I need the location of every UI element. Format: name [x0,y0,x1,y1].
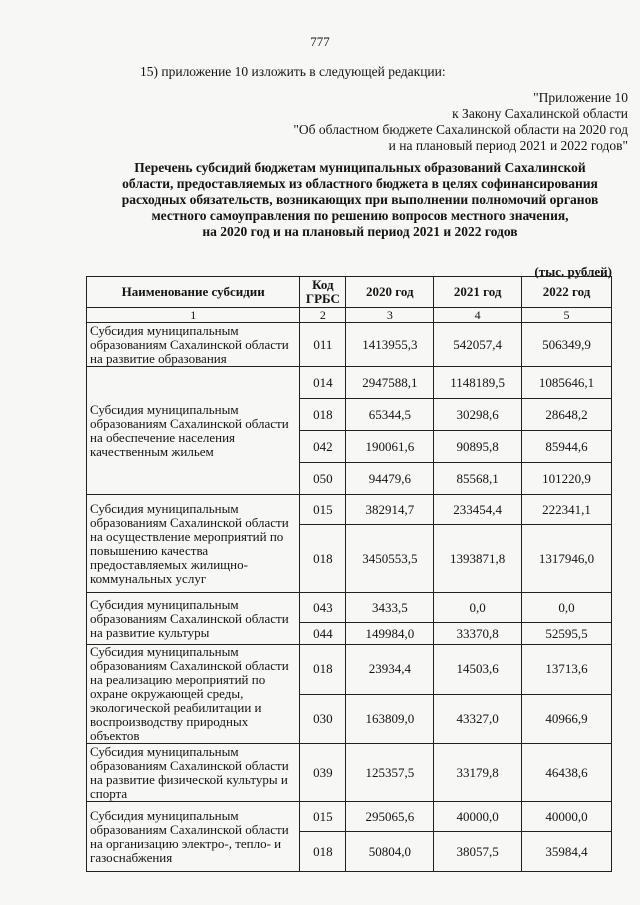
table-row [87,744,612,802]
grbs-code-cell: 018 [300,832,346,872]
title-line: на 2020 год и на плановый период 2021 и 2022 годов [202,224,518,239]
table-row [87,323,612,367]
table-header-row [87,277,612,308]
header-2020: 2020 год [346,277,434,308]
amount-2021-cell: 85568,1 [434,463,522,495]
table-row [87,495,612,525]
column-index-row [87,308,612,323]
column-index: 5 [522,308,612,323]
amount-2022-cell: 13713,6 [522,645,612,695]
appendix-line: и на плановый период 2021 и 2022 годов" [388,138,628,153]
grbs-code-cell: 015 [300,802,346,832]
amount-2022-cell: 46438,6 [522,744,612,802]
subsidy-name-cell [87,802,300,872]
grbs-code-cell: 030 [300,694,346,744]
grbs-code-cell: 050 [300,463,346,495]
subsidy-name-line: Субсидия муниципальным [90,322,239,338]
subsidy-name-line: охране окружающей среды, [90,686,244,701]
subsidy-name-line: на реализацию мероприятий по [90,672,266,687]
amount-2020-cell: 1413955,3 [346,323,434,367]
grbs-code-cell: 018 [300,525,346,593]
amount-2020-cell: 3433,5 [346,593,434,623]
amount-2021-cell: 40000,0 [434,802,522,832]
header-2022: 2022 год [522,277,612,308]
title-line: расходных обязательств, возникающих при выполнении полномочий органов [121,192,599,207]
amount-2020-cell: 65344,5 [346,399,434,431]
subsidy-name-line: образованиям Сахалинской области [90,336,289,352]
subsidy-name-line: воспроизводству природных объектов [90,714,249,743]
grbs-code-cell: 011 [300,323,346,367]
amount-2021-cell: 43327,0 [434,694,522,744]
grbs-code-cell: 018 [300,399,346,431]
table-row [87,593,612,623]
subsidy-name-line: качественным жильем [90,443,214,459]
subsidy-name-line: Субсидия муниципальным [90,743,239,759]
amount-2021-cell: 33179,8 [434,744,522,802]
amount-2022-cell: 40966,9 [522,694,612,744]
subsidy-name-line: образованиям Сахалинской области [90,514,289,530]
table-row [87,367,612,399]
header-code-line1: Код [312,277,334,292]
table-body [87,323,612,872]
amount-2021-cell: 0,0 [434,593,522,623]
amount-2020-cell: 3450553,5 [346,525,434,593]
grbs-code-cell: 043 [300,593,346,623]
amount-2020-cell: 94479,6 [346,463,434,495]
amount-2021-cell: 33370,8 [434,623,522,645]
amount-2021-cell: 14503,6 [434,645,522,695]
amount-2021-cell: 233454,4 [434,495,522,525]
subsidy-name-line: газоснабжения [90,849,173,865]
header-code-line2: ГРБС [305,291,340,306]
column-index: 3 [346,308,434,323]
amount-2020-cell: 149984,0 [346,623,434,645]
amount-2022-cell: 1317946,0 [522,525,612,593]
header-2021: 2021 год [434,277,522,308]
subsidy-name-cell [87,367,300,495]
title-line: Перечень субсидий бюджетам муниципальных образований Сахалинской [134,160,586,175]
amount-2022-cell: 101220,9 [522,463,612,495]
grbs-code-cell: 014 [300,367,346,399]
grbs-code-cell: 039 [300,744,346,802]
appendix-line: к Закону Сахалинской области [452,106,628,121]
amount-2020-cell: 50804,0 [346,832,434,872]
subsidy-name-cell [87,593,300,645]
amount-2020-cell: 382914,7 [346,495,434,525]
subsidy-name-line: повышению качества [90,542,209,558]
amount-2021-cell: 542057,4 [434,323,522,367]
amount-2022-cell: 0,0 [522,593,612,623]
appendix-line: "Об областном бюджете Сахалинской области на 2020 год [293,122,628,137]
grbs-code-cell: 044 [300,623,346,645]
subsidy-name-line: на обеспечение населения [90,429,236,445]
amount-2021-cell: 1393871,8 [434,525,522,593]
subsidy-name-line: Субсидия муниципальным [90,401,239,417]
amount-2022-cell: 85944,6 [522,431,612,463]
subsidy-name-line: Субсидия муниципальным [90,596,239,612]
amount-2022-cell: 28648,2 [522,399,612,431]
table-row [87,802,612,832]
amendment-intro: 15) приложение 10 изложить в следующей редакции: [140,64,446,79]
subsidy-name-line: на осуществление мероприятий по [90,528,284,544]
subsidy-name-line: образованиям Сахалинской области [90,757,289,773]
amount-2020-cell: 23934,4 [346,645,434,695]
grbs-code-cell: 018 [300,645,346,695]
amount-2020-cell: 163809,0 [346,694,434,744]
amount-2022-cell: 40000,0 [522,802,612,832]
appendix-line: "Приложение 10 [533,90,628,105]
table-row [87,645,612,695]
subsidies-table [86,276,612,872]
subsidy-name-line: образованиям Сахалинской области [90,610,289,626]
amount-2021-cell: 90895,8 [434,431,522,463]
amount-2022-cell: 222341,1 [522,495,612,525]
title-line: области, предоставляемых из областного бюджета в целях софинансирования [122,176,598,191]
subsidy-name-line: на организацию электро-, тепло- и [90,835,282,851]
subsidy-name-line: спорта [90,785,128,801]
subsidy-name-line: коммунальных услуг [90,570,207,586]
page-number: 777 [310,34,330,49]
subsidy-name-cell [87,645,300,744]
amount-2022-cell: 1085646,1 [522,367,612,399]
header-code [300,277,346,308]
amount-2020-cell: 295065,6 [346,802,434,832]
subsidy-name-line: Субсидия муниципальным [90,500,239,516]
subsidy-name-line: на развитие культуры [90,624,210,640]
subsidy-name-line: на развитие образования [90,350,227,366]
amount-2022-cell: 52595,5 [522,623,612,645]
subsidy-name-line: экологической реабилитации и [90,700,262,715]
subsidy-name-line: образованиям Сахалинской области [90,415,289,431]
column-index: 2 [300,308,346,323]
subsidy-name-line: Субсидия муниципальным [90,807,239,823]
subsidy-name-line: предоставляемых жилищно- [90,556,248,572]
subsidy-name-cell [87,323,300,367]
document-title [110,160,610,240]
grbs-code-cell: 042 [300,431,346,463]
appendix-reference [293,90,628,154]
header-name: Наименование субсидии [87,277,300,308]
amount-2022-cell: 506349,9 [522,323,612,367]
column-index: 1 [87,308,300,323]
amount-2020-cell: 190061,6 [346,431,434,463]
units-label: (тыс. рублей) [534,264,612,279]
subsidy-name-line: Субсидия муниципальным [90,644,239,659]
subsidy-name-cell [87,744,300,802]
amount-2021-cell: 1148189,5 [434,367,522,399]
subsidy-name-cell [87,495,300,593]
amount-2020-cell: 2947588,1 [346,367,434,399]
grbs-code-cell: 015 [300,495,346,525]
subsidy-name-line: образованиям Сахалинской области [90,821,289,837]
amount-2021-cell: 38057,5 [434,832,522,872]
column-index: 4 [434,308,522,323]
title-line: местного самоуправления по решению вопросов местного значения, [151,208,569,223]
subsidy-name-line: на развитие физической культуры и [90,771,288,787]
subsidy-name-line: образованиям Сахалинской области [90,658,289,673]
amount-2020-cell: 125357,5 [346,744,434,802]
amount-2021-cell: 30298,6 [434,399,522,431]
amount-2022-cell: 35984,4 [522,832,612,872]
